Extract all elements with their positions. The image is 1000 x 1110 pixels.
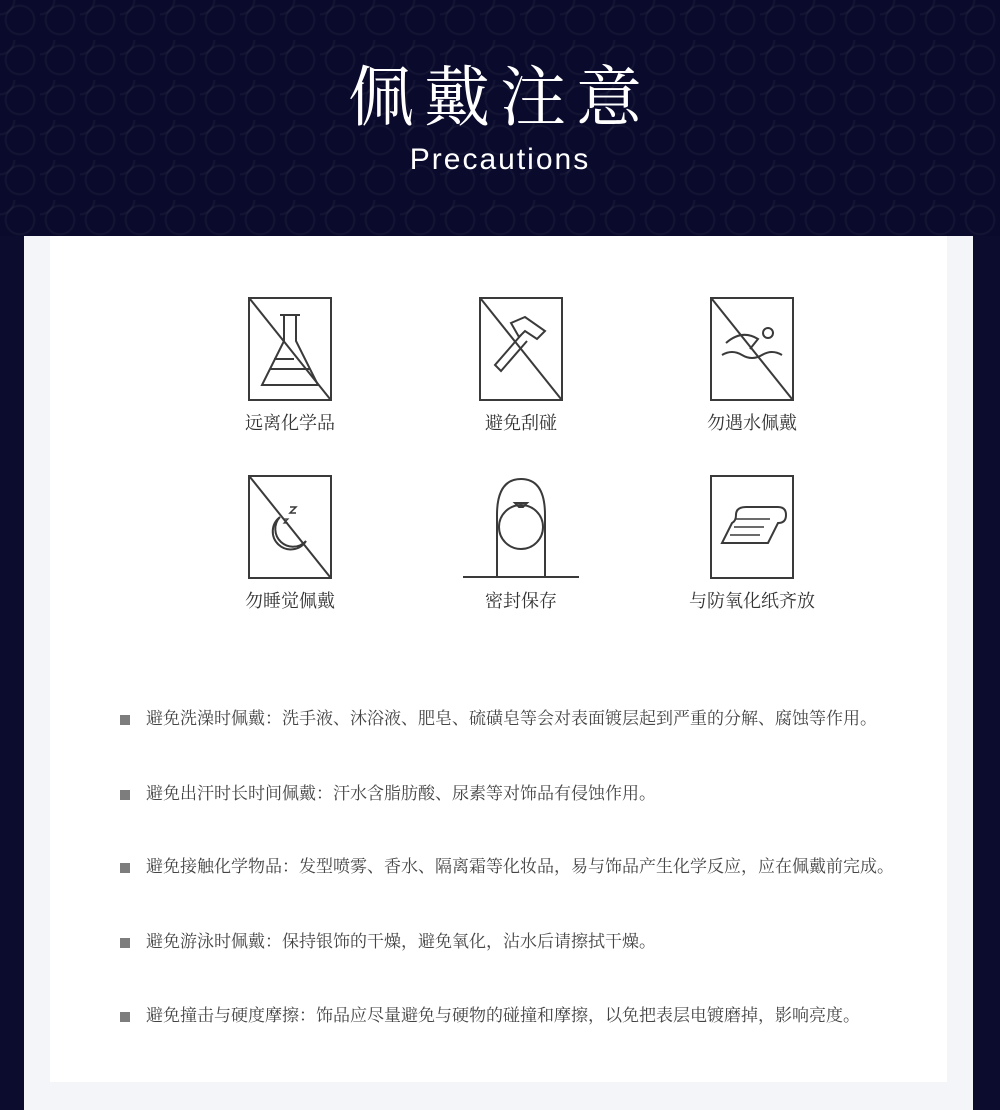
icon-item-paper [652,475,852,613]
note-text: 避免游泳时佩戴：保持银饰的干燥，避免氧化，沾水后请擦拭干燥。 [146,932,656,952]
list-item [120,854,930,881]
page-title: 佩戴注意 [348,59,652,136]
bullet-square-icon [120,715,130,725]
icon-item-sealed [421,475,621,613]
icon-item-hammer [421,297,621,435]
bullet-square-icon [120,863,130,873]
bullet-square-icon [120,790,130,800]
no-hammer-icon [479,297,563,401]
note-text: 避免接触化学物品：发型喷雾、香水、隔离霜等化妆品，易与饰品产生化学反应，应在佩戴前完成。 [146,857,894,877]
list-item [120,781,930,808]
icon-item-sleeping [190,475,390,613]
icon-label: 勿睡觉佩戴 [245,591,335,612]
note-text: 避免洗澡时佩戴：洗手液、沐浴液、肥皂、硫磺皂等会对表面镀层起到严重的分解、腐蚀等作用。 [146,709,877,729]
header-banner [0,0,1000,236]
no-swimming-icon [710,297,794,401]
list-item [120,706,930,733]
list-item [120,1003,930,1030]
icon-label: 勿遇水佩戴 [707,413,797,434]
anti-oxidation-paper-icon [710,475,794,579]
no-chemicals-icon [248,297,332,401]
icon-item-swimming [652,297,852,435]
note-text: 避免撞击与硬度摩擦：饰品应尽量避免与硬物的碰撞和摩擦，以免把表层电镀磨掉，影响亮度。 [146,1006,860,1026]
bullet-square-icon [120,938,130,948]
icon-label: 远离化学品 [245,413,335,434]
bullet-square-icon [120,1012,130,1022]
icon-label: 密封保存 [485,591,557,612]
content-panel [24,236,973,1110]
icon-item-chemicals [190,297,390,435]
no-sleeping-icon [248,475,332,579]
icon-label: 与防氧化纸齐放 [689,591,815,612]
sealed-storage-icon [479,475,563,579]
page-subtitle: Precautions [409,143,591,176]
note-text: 避免出汗时长时间佩戴：汗水含脂肪酸、尿素等对饰品有侵蚀作用。 [146,784,656,804]
list-item [120,929,930,956]
icon-label: 避免刮碰 [485,413,557,434]
